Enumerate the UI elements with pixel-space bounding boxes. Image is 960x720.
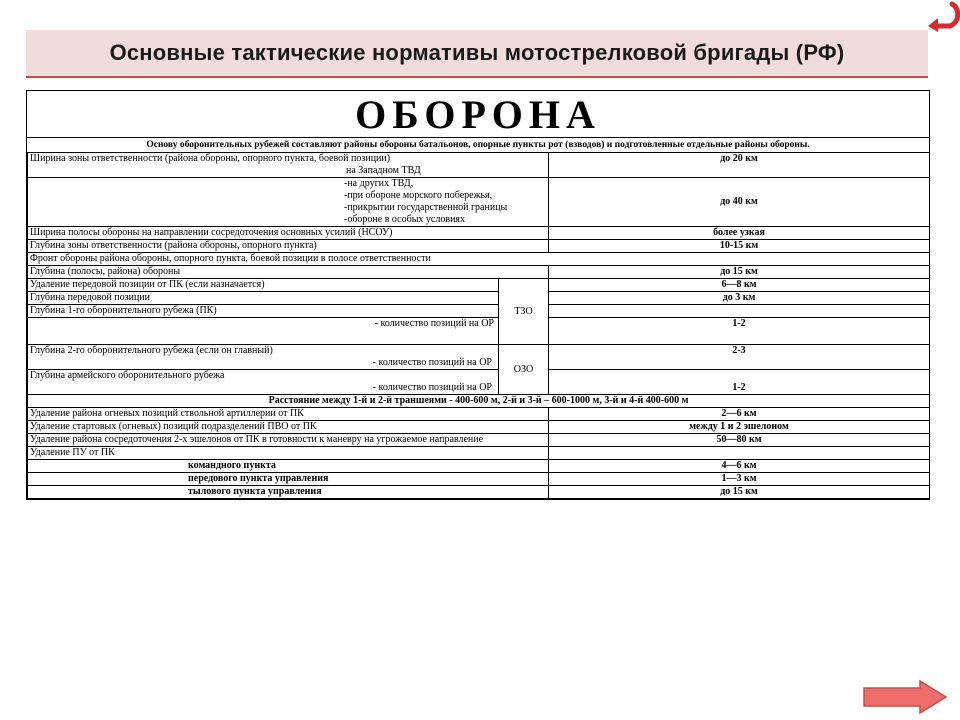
row-label: Удаление района огневых позиций ствольной артиллерии от ПК [28,408,549,421]
doc-heading: ОБОРОНА [355,92,601,137]
row-label: тылового пункта управления [28,486,549,499]
table-row [28,227,930,240]
return-arrow-icon[interactable] [922,0,960,32]
table-row [28,178,930,227]
defense-norms-document [26,90,930,500]
table-row [28,370,930,395]
ozo-cell: ОЗО [499,345,549,395]
table-row [28,240,930,253]
row-value-empty [549,305,930,318]
row-label: Глубина (полосы, района) обороны [28,266,549,279]
row-label: Глубина зоны ответственности (района обороны, опорного пункта) [28,240,549,253]
row-value: 6—8 км [549,279,930,292]
table-row [28,253,930,266]
row-value-empty [549,447,930,460]
row-value: до 3 км [549,292,930,305]
row-value: до 15 км [549,486,930,499]
table-row [28,460,930,473]
row-value: до 40 км [549,178,930,227]
row-value: 1-2 [549,318,930,345]
row-value: 50—80 км [549,434,930,447]
row-label: Удаление стартовых (огневых) позиций подразделений ПВО от ПК [28,421,549,434]
table-row [28,421,930,434]
row-label: Глубина армейского оборонительного рубежа - количество позиций на ОР [28,370,499,395]
row-label: передового пункта управления [28,473,549,486]
row-label: командного пункта [28,460,549,473]
row-value: более узкая [549,227,930,240]
table-row [28,486,930,499]
row-label: Удаление ПУ от ПК [28,447,549,460]
trench-distance-row: Расстояние между 1-й и 2-й траншеями - 400-600 м, 2-й и 3-й – 600-1000 м, 3-й и 4-й 400-600 м [28,395,930,408]
norms-table [27,152,930,499]
row-value: 2—6 км [549,408,930,421]
row-value: 1-2 [549,370,930,395]
row-value: 10-15 км [549,240,930,253]
table-row [28,266,930,279]
next-arrow-icon[interactable] [862,679,948,715]
row-label: Удаление передовой позиции от ПК (если назначается) [28,279,499,292]
table-row [28,473,930,486]
tzo-cell: ТЗО [499,279,549,345]
table-row [28,318,930,345]
row-label: - количество позиций на ОР [28,318,499,345]
row-value: 2-3 [549,345,930,370]
row-value: до 15 км [549,266,930,279]
table-row [28,434,930,447]
row-label: -на других ТВД, -при обороне морского побережья, -прикрытии государственной границы -обороне в особых условиях [28,178,549,227]
row-value: до 20 км [549,153,930,178]
row-label: Глубина 1-го оборонительного рубежа (ПК) [28,305,499,318]
table-row [28,153,930,178]
doc-subtitle: Основу оборонительных рубежей составляют районы обороны батальонов, опорные пункты рот (взводов) и подготовленные отдельные районы обороны. [27,137,929,152]
row-label: Фронт обороны района обороны, опорного пункта, боевой позиции в полосе ответственности [28,253,930,266]
row-label: Ширина зоны ответственности (района обороны, опорного пункта, боевой позиции) на Западном ТВД [28,153,549,178]
table-row [28,279,930,292]
row-value: 4—6 км [549,460,930,473]
row-value: между 1 и 2 эшелоном [549,421,930,434]
table-row [28,292,930,305]
slide-title: Основные тактические нормативы мотострелковой бригады (РФ) [109,40,845,65]
row-value: 1—3 км [549,473,930,486]
row-label: Удаление района сосредоточения 2-х эшелонов от ПК в готовности к маневру на угрожаемое направление [28,434,549,447]
table-row [28,447,930,460]
slide-title-bar [26,30,928,78]
table-row [28,305,930,318]
row-label: Ширина полосы обороны на направлении сосредоточения основных усилий (НСОУ) [28,227,549,240]
row-label: Глубина передовой позиции [28,292,499,305]
table-row [28,408,930,421]
row-label: Глубина 2-го оборонительного рубежа (если он главный) - количество позиций на ОР [28,345,499,370]
table-row [28,345,930,370]
table-row [28,395,930,408]
